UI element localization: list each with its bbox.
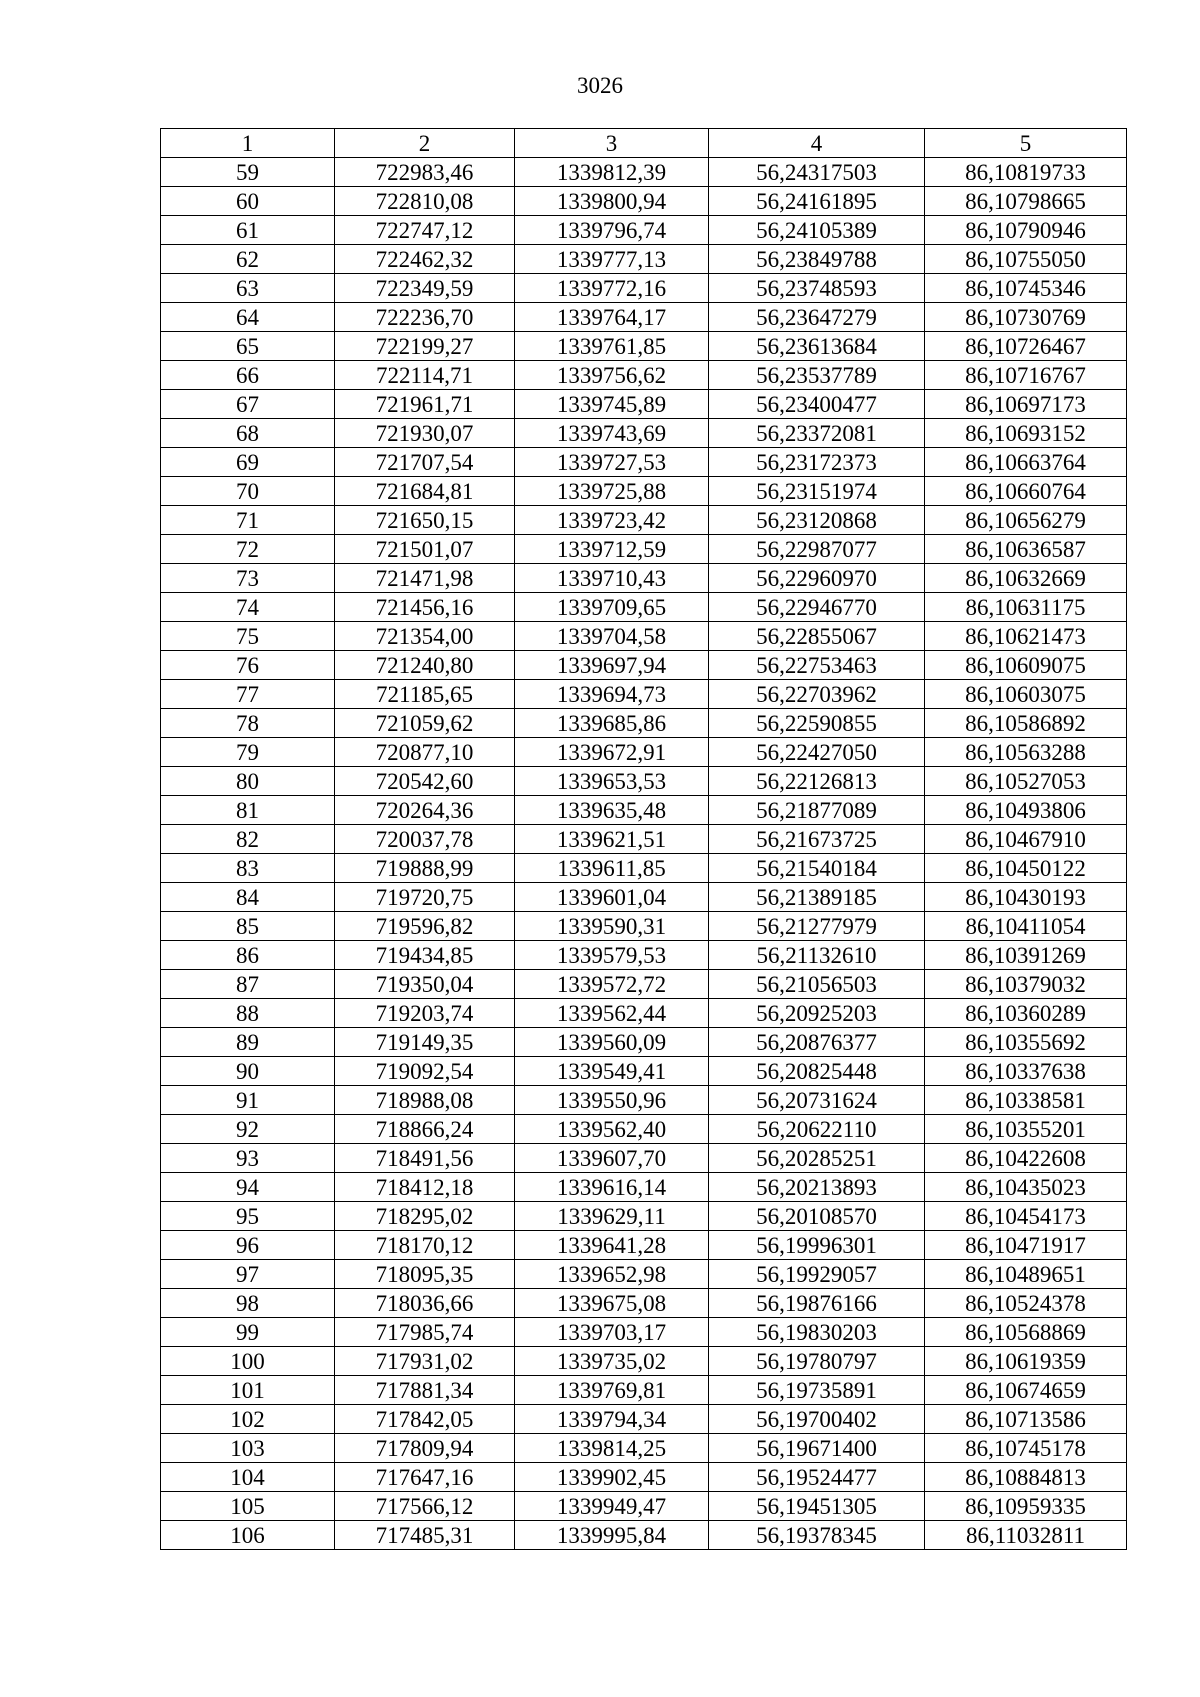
table-cell-col-1: 94 [161,1173,335,1202]
table-cell-col-5: 86,10660764 [925,477,1127,506]
table-cell-col-5: 86,10713586 [925,1405,1127,1434]
table-cell-col-4: 56,19671400 [709,1434,925,1463]
table-cell-col-5: 86,10454173 [925,1202,1127,1231]
table-row [161,1231,1127,1260]
table-cell-col-5: 86,10411054 [925,912,1127,941]
table-cell-col-5: 86,10697173 [925,390,1127,419]
table-cell-col-1: 101 [161,1376,335,1405]
table-cell-col-1: 78 [161,709,335,738]
table-cell-col-2: 717985,74 [335,1318,515,1347]
table-cell-col-4: 56,23172373 [709,448,925,477]
table-cell-col-3: 1339794,34 [515,1405,709,1434]
table-cell-col-1: 93 [161,1144,335,1173]
table-cell-col-5: 86,10631175 [925,593,1127,622]
table-cell-col-2: 721456,16 [335,593,515,622]
table-cell-col-1: 87 [161,970,335,999]
table-cell-col-2: 719596,82 [335,912,515,941]
table-row [161,1086,1127,1115]
table-row [161,332,1127,361]
table-cell-col-4: 56,24317503 [709,158,925,187]
table-cell-col-4: 56,21673725 [709,825,925,854]
table-cell-col-1: 86 [161,941,335,970]
table-cell-col-1: 76 [161,651,335,680]
table-cell-col-4: 56,23647279 [709,303,925,332]
table-cell-col-3: 1339709,65 [515,593,709,622]
table-cell-col-3: 1339549,41 [515,1057,709,1086]
table-cell-col-2: 721354,00 [335,622,515,651]
table-cell-col-1: 61 [161,216,335,245]
table-row [161,216,1127,245]
table-cell-col-3: 1339675,08 [515,1289,709,1318]
table-cell-col-2: 718170,12 [335,1231,515,1260]
table-cell-col-1: 82 [161,825,335,854]
table-cell-col-1: 97 [161,1260,335,1289]
table-cell-col-2: 719720,75 [335,883,515,912]
table-cell-col-5: 86,10337638 [925,1057,1127,1086]
table-cell-col-4: 56,22703962 [709,680,925,709]
table-row [161,825,1127,854]
table-cell-col-5: 86,10730769 [925,303,1127,332]
table-cell-col-3: 1339572,72 [515,970,709,999]
table-cell-col-3: 1339550,96 [515,1086,709,1115]
table-cell-col-3: 1339607,70 [515,1144,709,1173]
table-cell-col-4: 56,19451305 [709,1492,925,1521]
table-row [161,593,1127,622]
table-cell-col-3: 1339703,17 [515,1318,709,1347]
table-row [161,1347,1127,1376]
table-cell-col-5: 86,10450122 [925,854,1127,883]
table-cell-col-1: 70 [161,477,335,506]
table-cell-col-2: 722747,12 [335,216,515,245]
table-cell-col-1: 60 [161,187,335,216]
table-cell-col-1: 91 [161,1086,335,1115]
table-cell-col-2: 718295,02 [335,1202,515,1231]
table-row [161,999,1127,1028]
table-cell-col-2: 719149,35 [335,1028,515,1057]
table-cell-col-1: 79 [161,738,335,767]
table-cell-col-1: 72 [161,535,335,564]
column-header-5: 5 [925,129,1127,158]
table-row [161,419,1127,448]
table-cell-col-1: 69 [161,448,335,477]
table-cell-col-4: 56,24161895 [709,187,925,216]
table-cell-col-5: 86,10663764 [925,448,1127,477]
table-row [161,390,1127,419]
table-cell-col-4: 56,19735891 [709,1376,925,1405]
table-cell-col-2: 718412,18 [335,1173,515,1202]
table-cell-col-5: 86,10745346 [925,274,1127,303]
table-cell-col-4: 56,23400477 [709,390,925,419]
table-cell-col-1: 74 [161,593,335,622]
table-cell-col-3: 1339653,53 [515,767,709,796]
table-cell-col-3: 1339995,84 [515,1521,709,1550]
table-cell-col-4: 56,23613684 [709,332,925,361]
table-cell-col-2: 718988,08 [335,1086,515,1115]
table-cell-col-4: 56,20213893 [709,1173,925,1202]
table-cell-col-2: 719350,04 [335,970,515,999]
table-cell-col-2: 717647,16 [335,1463,515,1492]
table-cell-col-1: 90 [161,1057,335,1086]
table-cell-col-4: 56,22960970 [709,564,925,593]
table-cell-col-4: 56,19830203 [709,1318,925,1347]
table-cell-col-3: 1339735,02 [515,1347,709,1376]
table-cell-col-2: 721650,15 [335,506,515,535]
table-cell-col-5: 86,10360289 [925,999,1127,1028]
table-cell-col-1: 68 [161,419,335,448]
table-cell-col-4: 56,23748593 [709,274,925,303]
table-row [161,709,1127,738]
table-row [161,941,1127,970]
table-row [161,912,1127,941]
table-cell-col-3: 1339777,13 [515,245,709,274]
table-row [161,361,1127,390]
table-cell-col-4: 56,24105389 [709,216,925,245]
table-cell-col-4: 56,22855067 [709,622,925,651]
table-cell-col-5: 86,10609075 [925,651,1127,680]
table-body [161,158,1127,1550]
table-cell-col-2: 719888,99 [335,854,515,883]
table-cell-col-1: 63 [161,274,335,303]
table-cell-col-3: 1339697,94 [515,651,709,680]
table-cell-col-4: 56,20622110 [709,1115,925,1144]
table-cell-col-5: 86,10726467 [925,332,1127,361]
column-header-2: 2 [335,129,515,158]
table-cell-col-1: 75 [161,622,335,651]
table-cell-col-2: 721059,62 [335,709,515,738]
table-cell-col-1: 88 [161,999,335,1028]
table-cell-col-3: 1339616,14 [515,1173,709,1202]
table-cell-col-2: 718095,35 [335,1260,515,1289]
table-cell-col-2: 719092,54 [335,1057,515,1086]
table-cell-col-4: 56,20285251 [709,1144,925,1173]
table-cell-col-3: 1339745,89 [515,390,709,419]
table-cell-col-3: 1339743,69 [515,419,709,448]
table-cell-col-5: 86,10338581 [925,1086,1127,1115]
table-row [161,622,1127,651]
table-cell-col-5: 86,10435023 [925,1173,1127,1202]
table-cell-col-5: 86,10632669 [925,564,1127,593]
table-cell-col-3: 1339560,09 [515,1028,709,1057]
table-cell-col-1: 99 [161,1318,335,1347]
table-cell-col-3: 1339812,39 [515,158,709,187]
table-cell-col-5: 86,10379032 [925,970,1127,999]
table-cell-col-3: 1339652,98 [515,1260,709,1289]
table-cell-col-5: 86,10603075 [925,680,1127,709]
page-number: 3026 [577,73,623,98]
table-cell-col-5: 86,10489651 [925,1260,1127,1289]
table-cell-col-3: 1339756,62 [515,361,709,390]
table-cell-col-2: 717881,34 [335,1376,515,1405]
table-cell-col-3: 1339611,85 [515,854,709,883]
table-cell-col-4: 56,19700402 [709,1405,925,1434]
table-cell-col-3: 1339796,74 [515,216,709,245]
table-cell-col-3: 1339579,53 [515,941,709,970]
table-row [161,448,1127,477]
table-cell-col-5: 86,10493806 [925,796,1127,825]
table-cell-col-5: 86,10430193 [925,883,1127,912]
table-cell-col-1: 73 [161,564,335,593]
table-cell-col-4: 56,20731624 [709,1086,925,1115]
table-cell-col-1: 64 [161,303,335,332]
table-row [161,274,1127,303]
table-cell-col-4: 56,19876166 [709,1289,925,1318]
table-row [161,1144,1127,1173]
table-row [161,477,1127,506]
table-cell-col-3: 1339725,88 [515,477,709,506]
table-cell-col-3: 1339712,59 [515,535,709,564]
table-cell-col-3: 1339949,47 [515,1492,709,1521]
table-row [161,1318,1127,1347]
table-cell-col-1: 77 [161,680,335,709]
table-cell-col-2: 720037,78 [335,825,515,854]
table-cell-col-3: 1339772,16 [515,274,709,303]
table-cell-col-3: 1339694,73 [515,680,709,709]
table-cell-col-2: 721471,98 [335,564,515,593]
table-row [161,1521,1127,1550]
table-cell-col-4: 56,23120868 [709,506,925,535]
table-cell-col-1: 105 [161,1492,335,1521]
table-row [161,1289,1127,1318]
table-cell-col-3: 1339672,91 [515,738,709,767]
table-cell-col-4: 56,19996301 [709,1231,925,1260]
table-cell-col-1: 66 [161,361,335,390]
table-cell-col-2: 721961,71 [335,390,515,419]
table-cell-col-2: 720264,36 [335,796,515,825]
table-cell-col-3: 1339800,94 [515,187,709,216]
table-row [161,564,1127,593]
table-cell-col-4: 56,23537789 [709,361,925,390]
table-cell-col-3: 1339629,11 [515,1202,709,1231]
table-cell-col-1: 62 [161,245,335,274]
table-cell-col-2: 721707,54 [335,448,515,477]
table-cell-col-5: 86,10656279 [925,506,1127,535]
table-cell-col-1: 80 [161,767,335,796]
table-cell-col-1: 65 [161,332,335,361]
table-cell-col-5: 86,10798665 [925,187,1127,216]
table-cell-col-2: 719203,74 [335,999,515,1028]
table-row [161,535,1127,564]
table-cell-col-1: 96 [161,1231,335,1260]
table-cell-col-5: 86,10467910 [925,825,1127,854]
table-cell-col-4: 56,21389185 [709,883,925,912]
column-header-4: 4 [709,129,925,158]
table-cell-col-2: 720877,10 [335,738,515,767]
table-cell-col-5: 86,10959335 [925,1492,1127,1521]
table-cell-col-4: 56,22946770 [709,593,925,622]
table-cell-col-1: 102 [161,1405,335,1434]
table-cell-col-3: 1339562,44 [515,999,709,1028]
table-cell-col-3: 1339723,42 [515,506,709,535]
table-cell-col-2: 717842,05 [335,1405,515,1434]
table-cell-col-4: 56,21877089 [709,796,925,825]
table-cell-col-2: 722349,59 [335,274,515,303]
table-row [161,680,1127,709]
table-row [161,854,1127,883]
table-cell-col-4: 56,21056503 [709,970,925,999]
table-cell-col-5: 86,10693152 [925,419,1127,448]
table-cell-col-2: 718491,56 [335,1144,515,1173]
table-cell-col-3: 1339641,28 [515,1231,709,1260]
table-cell-col-1: 100 [161,1347,335,1376]
table-cell-col-1: 84 [161,883,335,912]
table-cell-col-3: 1339902,45 [515,1463,709,1492]
table-cell-col-4: 56,22427050 [709,738,925,767]
table-cell-col-3: 1339727,53 [515,448,709,477]
table-row [161,245,1127,274]
table-cell-col-2: 719434,85 [335,941,515,970]
table-cell-col-5: 86,10745178 [925,1434,1127,1463]
table-cell-col-1: 83 [161,854,335,883]
table-cell-col-3: 1339685,86 [515,709,709,738]
table-cell-col-5: 86,10884813 [925,1463,1127,1492]
table-cell-col-4: 56,20825448 [709,1057,925,1086]
table-cell-col-2: 721240,80 [335,651,515,680]
table-cell-col-2: 722810,08 [335,187,515,216]
table-cell-col-1: 71 [161,506,335,535]
table-row [161,883,1127,912]
table-cell-col-2: 717566,12 [335,1492,515,1521]
table-cell-col-4: 56,21540184 [709,854,925,883]
table-cell-col-4: 56,19378345 [709,1521,925,1550]
table-cell-col-1: 98 [161,1289,335,1318]
table-row [161,1463,1127,1492]
table-cell-col-5: 86,10568869 [925,1318,1127,1347]
table-cell-col-4: 56,22753463 [709,651,925,680]
table-cell-col-4: 56,22126813 [709,767,925,796]
table-row [161,738,1127,767]
table-cell-col-2: 717485,31 [335,1521,515,1550]
table-row [161,1115,1127,1144]
table-cell-col-4: 56,23151974 [709,477,925,506]
table-cell-col-2: 721684,81 [335,477,515,506]
table-row [161,1376,1127,1405]
table-cell-col-2: 721930,07 [335,419,515,448]
table-cell-col-1: 85 [161,912,335,941]
table-cell-col-4: 56,20925203 [709,999,925,1028]
table-row [161,1434,1127,1463]
table-row [161,767,1127,796]
table-row [161,796,1127,825]
table-cell-col-5: 86,10674659 [925,1376,1127,1405]
table-cell-col-1: 95 [161,1202,335,1231]
column-header-1: 1 [161,129,335,158]
table-cell-col-5: 86,11032811 [925,1521,1127,1550]
table-cell-col-2: 718036,66 [335,1289,515,1318]
table-row [161,970,1127,999]
table-cell-col-5: 86,10636587 [925,535,1127,564]
table-cell-col-4: 56,19780797 [709,1347,925,1376]
table-cell-col-5: 86,10755050 [925,245,1127,274]
table-cell-col-3: 1339601,04 [515,883,709,912]
table-cell-col-5: 86,10563288 [925,738,1127,767]
table-cell-col-1: 92 [161,1115,335,1144]
table-cell-col-1: 103 [161,1434,335,1463]
table-cell-col-2: 717931,02 [335,1347,515,1376]
table-cell-col-5: 86,10355692 [925,1028,1127,1057]
table-cell-col-3: 1339764,17 [515,303,709,332]
table-cell-col-2: 722462,32 [335,245,515,274]
table-cell-col-4: 56,19929057 [709,1260,925,1289]
table-cell-col-4: 56,23849788 [709,245,925,274]
table-cell-col-2: 721185,65 [335,680,515,709]
table-cell-col-5: 86,10716767 [925,361,1127,390]
table-cell-col-3: 1339621,51 [515,825,709,854]
table-cell-col-2: 718866,24 [335,1115,515,1144]
table-cell-col-3: 1339814,25 [515,1434,709,1463]
table-cell-col-1: 67 [161,390,335,419]
table-cell-col-4: 56,22590855 [709,709,925,738]
coordinates-table [160,128,1127,1550]
table-row [161,1202,1127,1231]
table-cell-col-1: 81 [161,796,335,825]
table-cell-col-4: 56,22987077 [709,535,925,564]
table-cell-col-2: 721501,07 [335,535,515,564]
table-row [161,1173,1127,1202]
table-cell-col-5: 86,10422608 [925,1144,1127,1173]
table-cell-col-1: 104 [161,1463,335,1492]
table-cell-col-4: 56,20876377 [709,1028,925,1057]
table-cell-col-4: 56,20108570 [709,1202,925,1231]
table-cell-col-5: 86,10391269 [925,941,1127,970]
table-cell-col-3: 1339562,40 [515,1115,709,1144]
table-row [161,303,1127,332]
table-cell-col-4: 56,21132610 [709,941,925,970]
table-cell-col-5: 86,10527053 [925,767,1127,796]
table-cell-col-2: 722236,70 [335,303,515,332]
table-cell-col-2: 722983,46 [335,158,515,187]
table-row [161,158,1127,187]
table-cell-col-2: 722114,71 [335,361,515,390]
table-cell-col-2: 717809,94 [335,1434,515,1463]
table-row [161,1057,1127,1086]
table-cell-col-4: 56,21277979 [709,912,925,941]
table-cell-col-5: 86,10819733 [925,158,1127,187]
table-cell-col-3: 1339704,58 [515,622,709,651]
table-cell-col-5: 86,10586892 [925,709,1127,738]
table-row [161,1260,1127,1289]
table-cell-col-2: 720542,60 [335,767,515,796]
table-cell-col-1: 106 [161,1521,335,1550]
table-cell-col-3: 1339761,85 [515,332,709,361]
table-cell-col-5: 86,10524378 [925,1289,1127,1318]
table-row [161,187,1127,216]
column-header-3: 3 [515,129,709,158]
table-cell-col-3: 1339590,31 [515,912,709,941]
table-cell-col-4: 56,19524477 [709,1463,925,1492]
table-cell-col-5: 86,10619359 [925,1347,1127,1376]
table-row [161,506,1127,535]
table-cell-col-3: 1339635,48 [515,796,709,825]
table-cell-col-5: 86,10621473 [925,622,1127,651]
table-cell-col-4: 56,23372081 [709,419,925,448]
table-row [161,651,1127,680]
table-cell-col-3: 1339710,43 [515,564,709,593]
table-cell-col-1: 59 [161,158,335,187]
table-cell-col-5: 86,10471917 [925,1231,1127,1260]
table-row [161,1405,1127,1434]
table-cell-col-2: 722199,27 [335,332,515,361]
table-cell-col-5: 86,10355201 [925,1115,1127,1144]
table-cell-col-5: 86,10790946 [925,216,1127,245]
table-header-row [161,129,1127,158]
table-cell-col-3: 1339769,81 [515,1376,709,1405]
table-row [161,1028,1127,1057]
table-cell-col-1: 89 [161,1028,335,1057]
table-row [161,1492,1127,1521]
